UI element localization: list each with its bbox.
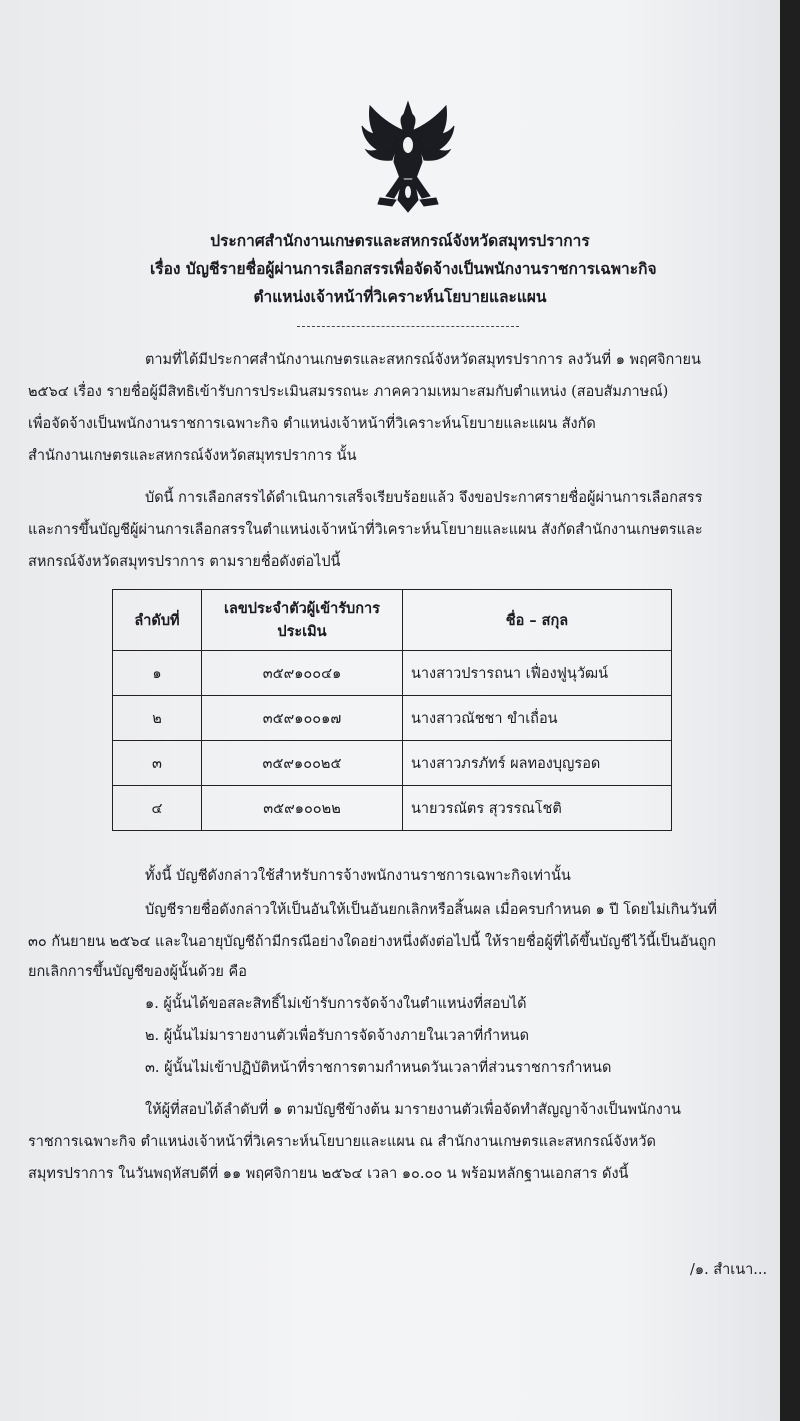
para1-line2: ๒๕๖๔ เรื่อง รายชื่อผู้มีสิทธิเข้ารับการประเมินสมรรถนะ ภาคความเหมาะสมกับตำแหน่ง (สอบสัมภาษณ์) xyxy=(28,384,669,400)
para2-line3: สหกรณ์จังหวัดสมุทรปราการ ตามรายชื่อดังต่อไปนี้ xyxy=(28,554,341,570)
para5-line1: ให้ผู้ที่สอบได้ลำดับที่ ๑ ตามบัญชีข้างต้น มารายงานตัวเพื่อจัดทำสัญญาจ้างเป็นพนักงาน xyxy=(145,1102,681,1118)
para5-line3: สมุทรปราการ ในวันพฤหัสบดีที่ ๑๑ พฤศจิกายน ๒๕๖๔ เวลา ๑๐.๐๐ น พร้อมหลักฐานเอกสาร ดังนี้ xyxy=(28,1166,629,1182)
row-candidate-id: ๓๕๙๑๐๐๒๕ xyxy=(202,741,403,786)
row-candidate-id: ๓๕๙๑๐๐๒๒ xyxy=(202,786,403,831)
row-candidate-id: ๓๕๙๑๐๐๔๑ xyxy=(202,651,403,696)
header-fullname: ชื่อ – สกุล xyxy=(403,590,672,651)
table-row xyxy=(113,741,672,786)
header-candidate-id-line1: เลขประจำตัวผู้เข้ารับการ xyxy=(224,600,380,617)
row-order: ๒ xyxy=(113,696,202,741)
para2-line2: และการขึ้นบัญชีผู้ผ่านการเลือกสรรในตำแหน่งเจ้าหน้าที่วิเคราะห์นโยบายและแผน สังกัดสำนักงานเกษตรและ xyxy=(28,522,703,538)
header-candidate-id-line2: ประเมิน xyxy=(277,623,327,640)
para1-line4: สำนักงานเกษตรและสหกรณ์จังหวัดสมุทรปราการ นั้น xyxy=(28,448,357,464)
row-fullname: นางสาวณัชชา ขำเถื่อน xyxy=(403,696,672,741)
continuation-marker: /๑. สำเนา... xyxy=(690,1262,768,1278)
announcement-subject: เรื่อง บัญชีรายชื่อผู้ผ่านการเลือกสรรเพื่อจัดจ้างเป็นพนักงานราชการเฉพาะกิจ xyxy=(150,259,657,278)
para4-line3: ยกเลิกการขึ้นบัญชีของผู้นั้นด้วย คือ xyxy=(28,964,247,980)
header-candidate-id xyxy=(202,590,403,651)
row-order: ๔ xyxy=(113,786,202,831)
condition-item-1: ๑. ผู้นั้นได้ขอสละสิทธิ์ไม่เข้ารับการจัดจ้างในตำแหน่งที่สอบได้ xyxy=(145,996,527,1012)
table-header-row xyxy=(113,590,672,651)
garuda-emblem xyxy=(358,100,458,215)
announcement-title: ประกาศสำนักงานเกษตรและสหกรณ์จังหวัดสมุทรปราการ xyxy=(210,231,590,250)
row-fullname: นางสาวภรภัทร์ ผลทองบุญรอด xyxy=(403,741,672,786)
table-row xyxy=(113,651,672,696)
para4-line1: บัญชีรายชื่อดังกล่าวให้เป็นอันให้เป็นอันยกเลิกหรือสิ้นผล เมื่อครบกำหนด ๑ ปี โดยไม่เกินวันที่ xyxy=(145,902,717,918)
candidate-table xyxy=(112,589,672,831)
row-fullname: นายวรณัตร สุวรรณโชติ xyxy=(403,786,672,831)
condition-item-3: ๓. ผู้นั้นไม่เข้าปฏิบัติหน้าที่ราชการตามกำหนดวันเวลาที่ส่วนราชการกำหนด xyxy=(145,1060,612,1076)
condition-item-2: ๒. ผู้นั้นไม่มารายงานตัวเพื่อรับการจัดจ้างภายในเวลาที่กำหนด xyxy=(145,1028,530,1044)
header-order: ลำดับที่ xyxy=(113,590,202,651)
para2-line1: บัดนี้ การเลือกสรรได้ดำเนินการเสร็จเรียบร้อยแล้ว จึงขอประกาศรายชื่อผู้ผ่านการเลือกสรร xyxy=(145,490,703,506)
para1-line1: ตามที่ได้มีประกาศสำนักงานเกษตรและสหกรณ์จังหวัดสมุทรปราการ ลงวันที่ ๑ พฤศจิกายน xyxy=(145,352,701,368)
background-edge xyxy=(780,0,800,1421)
para5-line2: ราชการเฉพาะกิจ ตำแหน่งเจ้าหน้าที่วิเคราะห์นโยบายและแผน ณ สำนักงานเกษตรและสหกรณ์จังหวัด xyxy=(28,1134,656,1150)
announcement-position: ตำแหน่งเจ้าหน้าที่วิเคราะห์นโยบายและแผน xyxy=(253,287,547,306)
row-order: ๑ xyxy=(113,651,202,696)
table-row xyxy=(113,786,672,831)
row-fullname: นางสาวปรารถนา เฟื่องฟูนุวัฒน์ xyxy=(403,651,672,696)
para1-line3: เพื่อจัดจ้างเป็นพนักงานราชการเฉพาะกิจ ตำแหน่งเจ้าหน้าที่วิเคราะห์นโยบายและแผน สังกัด xyxy=(28,416,596,432)
para3-line1: ทั้งนี้ บัญชีดังกล่าวใช้สำหรับการจ้างพนักงานราชการเฉพาะกิจเท่านั้น xyxy=(145,868,571,884)
row-candidate-id: ๓๕๙๑๐๐๑๗ xyxy=(202,696,403,741)
header-divider xyxy=(297,326,519,327)
para4-line2: ๓๐ กันยายน ๒๕๖๔ และในอายุบัญชีถ้ามีกรณีอย่างใดอย่างหนึ่งดังต่อไปนี้ ให้รายชื่อผู้ที่ได้ขึ้นบัญชีไว้นี้เป็นอันถูก xyxy=(28,934,717,950)
row-order: ๓ xyxy=(113,741,202,786)
table-row xyxy=(113,696,672,741)
